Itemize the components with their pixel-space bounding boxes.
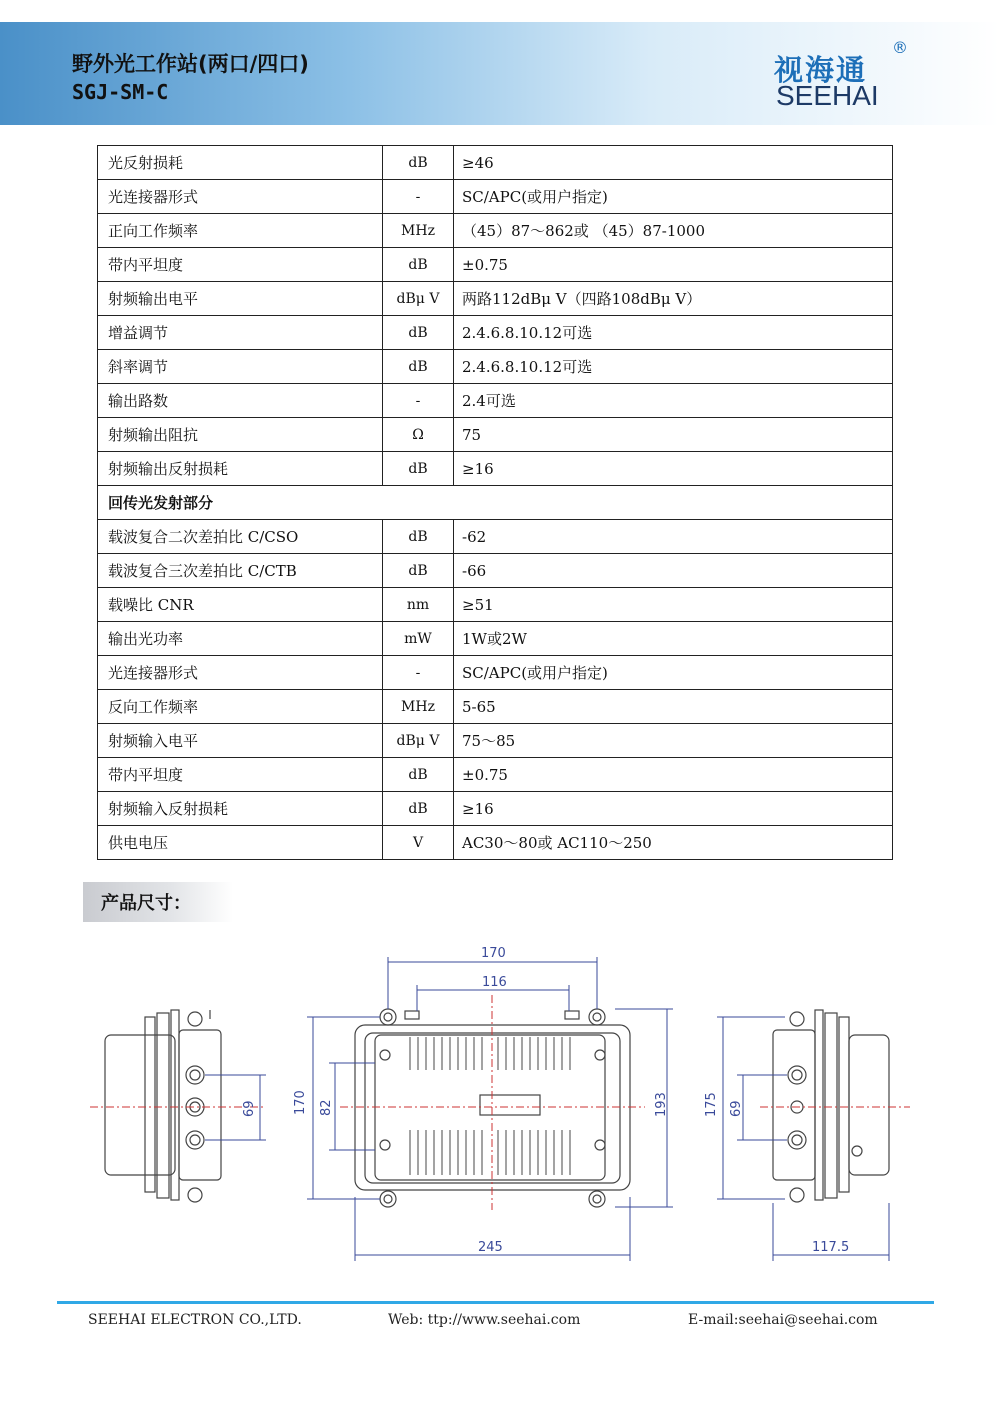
spec-value: 1W或2W xyxy=(454,622,893,656)
spec-value: ≥16 xyxy=(454,452,893,486)
spec-value: 75 xyxy=(454,418,893,452)
spec-row xyxy=(98,656,893,690)
dim-right-view-width: 117.5 xyxy=(812,1240,850,1255)
spec-unit: dB xyxy=(383,520,454,554)
spec-name: 反向工作频率 xyxy=(98,690,383,724)
spec-name: 载噪比 CNR xyxy=(98,588,383,622)
spec-name: 载波复合三次差拍比 C/CTB xyxy=(98,554,383,588)
model-number: SGJ-SM-C xyxy=(72,80,169,104)
footer-company: SEEHAI ELECTRON CO.,LTD. xyxy=(88,1312,302,1328)
dimensions-heading xyxy=(83,882,233,922)
spec-name: 输出光功率 xyxy=(98,622,383,656)
spec-value: ≥16 xyxy=(454,792,893,826)
section-label: 回传光发射部分 xyxy=(98,486,893,520)
spec-row xyxy=(98,180,893,214)
spec-value: ≥51 xyxy=(454,588,893,622)
dim-right-view-spacing: 69 xyxy=(729,1100,744,1117)
spec-unit: dB xyxy=(383,350,454,384)
spec-unit: - xyxy=(383,180,454,214)
spec-value: （45）87～862或 （45）87-1000 xyxy=(454,214,893,248)
spec-table xyxy=(97,145,893,860)
spec-name: 射频输出电平 xyxy=(98,282,383,316)
spec-unit: dB xyxy=(383,758,454,792)
spec-name: 射频输出阻抗 xyxy=(98,418,383,452)
spec-value: 2.4可选 xyxy=(454,384,893,418)
spec-name: 输出路数 xyxy=(98,384,383,418)
spec-row xyxy=(98,690,893,724)
dim-right-height: 193 xyxy=(654,1092,669,1117)
dim-top-inner: 116 xyxy=(482,975,507,990)
spec-unit: Ω xyxy=(383,418,454,452)
spec-name: 光连接器形式 xyxy=(98,180,383,214)
dim-left-height: 170 xyxy=(293,1090,308,1115)
spec-unit: dB xyxy=(383,316,454,350)
page-title: 野外光工作站(两口/四口) xyxy=(72,52,309,76)
spec-row xyxy=(98,622,893,656)
spec-value: ≥46 xyxy=(454,146,893,180)
spec-value: 2.4.6.8.10.12可选 xyxy=(454,316,893,350)
spec-unit: dB xyxy=(383,452,454,486)
spec-name: 带内平坦度 xyxy=(98,758,383,792)
spec-unit: dB xyxy=(383,248,454,282)
dim-left-inner: 82 xyxy=(319,1099,334,1116)
spec-name: 光连接器形式 xyxy=(98,656,383,690)
spec-row xyxy=(98,350,893,384)
spec-value: 5-65 xyxy=(454,690,893,724)
spec-unit: dB xyxy=(383,792,454,826)
spec-row xyxy=(98,588,893,622)
spec-name: 光反射损耗 xyxy=(98,146,383,180)
logo-english-text: SEEHAI xyxy=(776,80,879,111)
spec-value: ±0.75 xyxy=(454,758,893,792)
spec-unit: MHz xyxy=(383,690,454,724)
spec-unit: dB xyxy=(383,554,454,588)
spec-value: SC/APC(或用户指定) xyxy=(454,656,893,690)
spec-name: 增益调节 xyxy=(98,316,383,350)
spec-value: 75～85 xyxy=(454,724,893,758)
spec-value: -66 xyxy=(454,554,893,588)
spec-value: ±0.75 xyxy=(454,248,893,282)
spec-row xyxy=(98,826,893,860)
spec-unit: dBμ V xyxy=(383,282,454,316)
dim-right-view-height: 175 xyxy=(704,1092,719,1117)
seehai-logo xyxy=(770,38,920,114)
spec-row xyxy=(98,520,893,554)
spec-value: -62 xyxy=(454,520,893,554)
spec-name: 斜率调节 xyxy=(98,350,383,384)
footer-email: E-mail:seehai@seehai.com xyxy=(688,1312,878,1328)
spec-row xyxy=(98,214,893,248)
spec-row xyxy=(98,384,893,418)
logo-chinese-text: 视海通 xyxy=(774,53,868,87)
spec-name: 射频输入电平 xyxy=(98,724,383,758)
section-row xyxy=(98,486,893,520)
spec-name: 射频输出反射损耗 xyxy=(98,452,383,486)
spec-name: 带内平坦度 xyxy=(98,248,383,282)
footer-divider xyxy=(57,1301,934,1304)
spec-row xyxy=(98,248,893,282)
spec-name: 供电电压 xyxy=(98,826,383,860)
spec-unit: V xyxy=(383,826,454,860)
spec-unit: MHz xyxy=(383,214,454,248)
dim-left-view-spacing: 69 xyxy=(242,1100,257,1117)
spec-unit: dB xyxy=(383,146,454,180)
right-side-view xyxy=(773,1010,889,1202)
spec-name: 载波复合二次差拍比 C/CSO xyxy=(98,520,383,554)
spec-value: AC30～80或 AC110～250 xyxy=(454,826,893,860)
registered-mark: ® xyxy=(892,38,908,57)
left-side-view xyxy=(105,1010,221,1202)
dimension-drawing xyxy=(85,935,915,1280)
spec-name: 射频输入反射损耗 xyxy=(98,792,383,826)
dim-bottom-width: 245 xyxy=(478,1240,503,1255)
spec-row xyxy=(98,146,893,180)
spec-row xyxy=(98,418,893,452)
spec-row xyxy=(98,452,893,486)
spec-name: 正向工作频率 xyxy=(98,214,383,248)
spec-unit: mW xyxy=(383,622,454,656)
spec-row xyxy=(98,724,893,758)
spec-row xyxy=(98,282,893,316)
spec-unit: - xyxy=(383,384,454,418)
spec-unit: nm xyxy=(383,588,454,622)
spec-value: 两路112dBμ V（四路108dBμ V） xyxy=(454,282,893,316)
spec-value: 2.4.6.8.10.12可选 xyxy=(454,350,893,384)
spec-row xyxy=(98,758,893,792)
spec-unit: - xyxy=(383,656,454,690)
spec-value: SC/APC(或用户指定) xyxy=(454,180,893,214)
dim-top-outer: 170 xyxy=(481,946,506,961)
spec-row xyxy=(98,554,893,588)
spec-row xyxy=(98,316,893,350)
footer-web: Web: ttp://www.seehai.com xyxy=(388,1312,581,1328)
dimensions-title: 产品尺寸： xyxy=(101,893,191,914)
spec-unit: dBμ V xyxy=(383,724,454,758)
spec-row xyxy=(98,792,893,826)
